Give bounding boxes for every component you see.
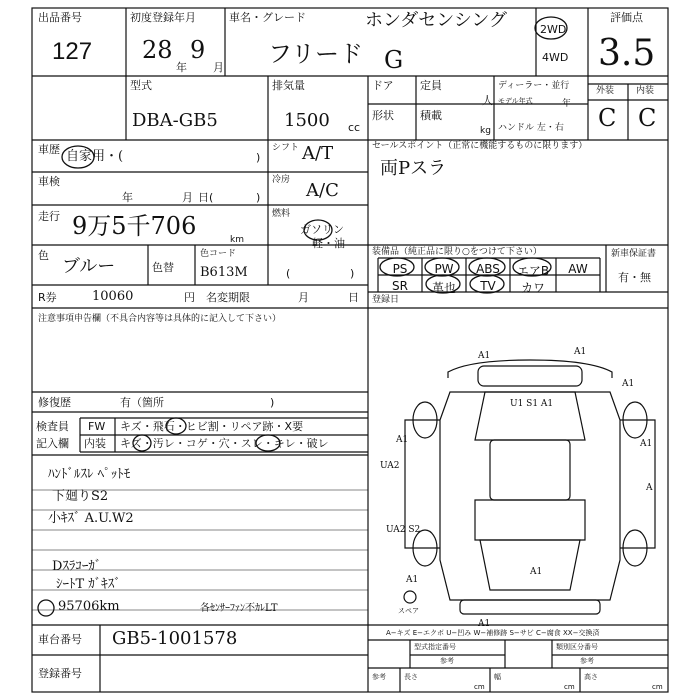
displacement-value: 1500 <box>284 110 330 131</box>
lot-label: 出品番号 <box>38 11 82 24</box>
fuel-alt: 軽・油 <box>312 237 345 250</box>
color-paren-close: ) <box>350 267 355 280</box>
height-label: 高さ <box>584 673 598 681</box>
equip-pw: PW <box>434 262 454 276</box>
capacity-label: 定員 <box>420 79 442 92</box>
name-change-month: 月 <box>298 291 309 304</box>
model-grade-label: 車名・グレード <box>229 11 306 24</box>
shift-label: シフト <box>272 143 300 153</box>
damage-mark: UA2 <box>380 461 400 471</box>
km-unit: km <box>230 235 244 245</box>
dealer-label: ディーラー・並行 <box>498 81 570 91</box>
equip-airbag: エアB <box>516 264 550 278</box>
drive-4wd: 4WD <box>542 51 569 64</box>
month-unit: 月 <box>213 61 224 74</box>
exterior-grade: C <box>598 104 617 132</box>
repair-close: ) <box>270 396 275 409</box>
equip-tv: TV <box>480 279 496 293</box>
equip-kawa: カワ <box>520 281 545 295</box>
equip-ps: PS <box>392 262 408 276</box>
inspection-month: 月 <box>182 191 193 204</box>
note-line-4: Dｽﾗｺｰｶﾞ <box>52 559 102 574</box>
registration-label: 登録番号 <box>38 667 82 680</box>
class-label: 類別区分番号 <box>556 643 598 651</box>
exterior-label: 外装 <box>596 86 615 96</box>
type-cert-label: 型式指定番号 <box>414 643 456 651</box>
chassis-value: GB5-1001578 <box>112 628 238 649</box>
note-line-3: 小ｷｽﾞ A.U.W2 <box>48 511 134 526</box>
length-unit: cm <box>474 683 485 691</box>
type-cert-ref: 参考 <box>440 657 454 665</box>
name-change-label: 名変期限 <box>206 291 250 304</box>
history-close: ) <box>256 151 261 164</box>
note-line-2: 下廻りS2 <box>52 489 109 504</box>
note-line-1: ﾊﾝﾄﾞﾙｽﾚ ﾍﾟｯﾄﾓ <box>48 467 131 482</box>
inspector-label-1: 検査員 <box>36 420 69 433</box>
option-note: ホンダセンシング <box>365 10 508 31</box>
damage-mark: A1 <box>478 619 491 629</box>
first-reg-year: 28 <box>142 36 173 64</box>
recycle-value: 10060 <box>92 289 134 304</box>
width-unit: cm <box>564 683 575 691</box>
damage-mark: A1 <box>478 351 491 361</box>
note-line-5: ｼｰﾄT ｶﾞｷｽﾞ <box>56 577 121 592</box>
shift-value: A/T <box>302 143 334 164</box>
sales-point-value: 両Pスラ <box>380 158 447 179</box>
mileage-value: 9万5千706 <box>72 212 197 240</box>
damage-mark: A1 <box>406 575 419 585</box>
load-label: 積載 <box>420 109 442 122</box>
damage-mark: A1 <box>530 567 543 577</box>
kg-unit: kg <box>480 126 491 136</box>
score-label: 評価点 <box>610 11 643 24</box>
ac-label: 冷房 <box>272 175 291 185</box>
inspector-label-2: 記入欄 <box>36 437 69 450</box>
inspection-day: 日( <box>198 191 214 204</box>
class-ref: 参考 <box>580 657 594 665</box>
damage-mark: A1 <box>396 435 409 445</box>
ac-value: A/C <box>306 180 339 201</box>
type-value: DBA-GB5 <box>132 110 218 131</box>
inspection-label: 車検 <box>38 175 60 188</box>
grade: G <box>384 46 404 74</box>
inspection-close: ) <box>256 191 261 204</box>
interior-label: 内装 <box>636 86 655 96</box>
equip-leather: 革也 <box>431 281 456 295</box>
repair-label: 修復歴 <box>38 396 71 409</box>
shape-label: 形状 <box>372 109 394 122</box>
damage-mark: U1 S1 A1 <box>510 399 554 409</box>
repair-open: 有（箇所 <box>120 396 164 409</box>
fw-label: FW <box>88 420 106 433</box>
spare-label: スペア <box>398 607 419 615</box>
color-paren-open: ( <box>286 267 291 280</box>
cc-unit: cc <box>348 121 361 134</box>
equip-abs: ABS <box>476 262 500 276</box>
warranty-label: 新車保証書 <box>611 249 657 259</box>
person-unit: 人 <box>482 94 493 107</box>
fw-items: キズ・飛石・ヒビ割・リペア跡・X要 <box>120 420 304 433</box>
note-line-6: 95706km <box>58 599 120 614</box>
model-name: フリード <box>268 40 364 68</box>
color-code-label: 色コード <box>200 249 237 259</box>
model-year-unit: 年 <box>562 99 572 109</box>
displacement-label: 排気量 <box>272 79 305 92</box>
first-reg-month: 9 <box>190 36 206 64</box>
score-value: 3.5 <box>598 33 656 74</box>
recycle-label: R券 <box>38 291 57 304</box>
damage-code-legend: A−キズ E−エクボ U−凹み W−補修跡 S−サビ C−腐食 XX−交換済 <box>386 629 600 637</box>
fuel-label: 燃料 <box>272 209 291 219</box>
history-label: 車歴 <box>38 143 60 156</box>
interior-grade: C <box>638 104 657 132</box>
width-label: 幅 <box>494 673 501 681</box>
first-reg-label: 初度登録年月 <box>130 11 196 24</box>
door-label: ドア <box>372 79 394 92</box>
model-year-label: モデル年式 <box>498 97 533 105</box>
inspection-year: 年 <box>122 191 133 204</box>
handle-label: ハンドル 左・右 <box>498 123 564 133</box>
damage-mark: A <box>646 483 653 493</box>
warranty-options: 有・無 <box>618 271 651 284</box>
note-line-7: 各ｾﾝｻｰﾌｧﾝ不ｶﾚLT <box>200 603 278 614</box>
height-unit: cm <box>652 683 663 691</box>
color-code-value: B613M <box>200 265 248 280</box>
interior-insp-items: キズ・汚レ・コゲ・穴・スレ・キレ・破レ <box>120 437 329 450</box>
type-label: 型式 <box>130 79 152 92</box>
damage-mark: A1 <box>622 379 635 389</box>
color-label: 色 <box>38 249 49 262</box>
damage-mark: A1 <box>574 347 587 357</box>
equip-aw: AW <box>568 262 588 276</box>
equip-sr: SR <box>392 279 408 293</box>
fuel-value: ガソリン <box>300 223 344 236</box>
notes-label: 注意事項申告欄（不具合内容等は具体的に記入して下さい） <box>38 314 282 324</box>
chassis-label: 車台番号 <box>38 633 82 646</box>
damage-mark: UA2 S2 <box>386 525 421 535</box>
color-change-label: 色替 <box>152 261 174 274</box>
sales-point-label: セールスポイント（正常に機能するものに限ります） <box>372 141 588 151</box>
lot-number: 127 <box>52 38 93 65</box>
ref-label: 参考 <box>372 673 386 681</box>
mileage-label: 走行 <box>38 210 60 223</box>
registration-date-label: 登録日 <box>372 295 400 305</box>
length-label: 長さ <box>404 673 418 681</box>
interior-insp-label: 内装 <box>84 437 106 450</box>
drive-2wd: 2WD <box>540 23 567 36</box>
history-value: 自家用・( <box>66 149 124 164</box>
yen-unit: 円 <box>184 291 195 304</box>
equipment-label: 装備品（純正品に限り○をつけて下さい） <box>372 247 542 257</box>
damage-mark: A1 <box>640 439 653 449</box>
name-change-day: 日 <box>348 291 359 304</box>
color-value: ブルー <box>62 256 116 277</box>
year-unit: 年 <box>176 61 187 74</box>
